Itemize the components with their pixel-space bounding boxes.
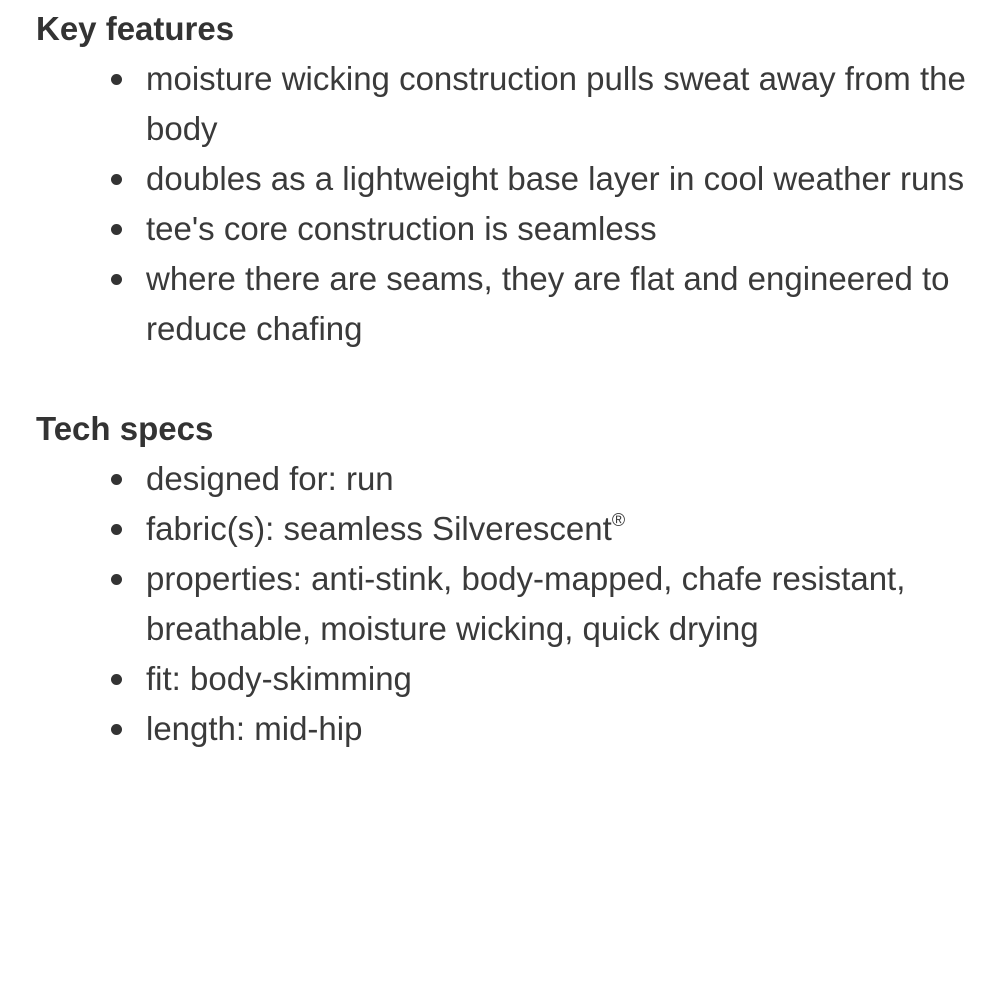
tech-spec-text: fabric(s): seamless Silverescent [146,510,612,547]
tech-spec-text: length: mid-hip [146,710,363,747]
bullet-icon [111,74,122,85]
section-spacer [36,354,976,404]
tech-spec-text: properties: anti-stink, body-mapped, chafe resistant, breathable, moisture wicking, quick drying [146,560,906,647]
key-features-list [36,54,976,354]
bullet-icon [111,274,122,285]
product-details [36,4,976,754]
tech-spec-item [36,654,976,704]
key-feature-text: moisture wicking construction pulls sweat away from the body [146,60,966,147]
bullet-icon [111,724,122,735]
key-feature-item [36,54,976,154]
tech-spec-text: designed for: run [146,460,394,497]
key-feature-text: doubles as a lightweight base layer in cool weather runs [146,160,965,197]
tech-spec-item [36,704,976,754]
key-feature-text: where there are seams, they are flat and engineered to reduce chafing [146,260,950,347]
key-feature-item [36,154,976,204]
tech-spec-item [36,454,976,504]
bullet-icon [111,674,122,685]
key-feature-item [36,204,976,254]
tech-spec-text: fit: body-skimming [146,660,412,697]
tech-specs-heading: Tech specs [36,410,214,447]
tech-spec-item [36,554,976,654]
registered-trademark-mark: ® [611,510,626,530]
key-feature-text: tee's core construction is seamless [146,210,657,247]
bullet-icon [111,474,122,485]
key-feature-item [36,254,976,354]
tech-specs-list [36,454,976,754]
bullet-icon [111,524,122,535]
tech-spec-item [36,504,976,554]
bullet-icon [111,574,122,585]
bullet-icon [111,174,122,185]
bullet-icon [111,224,122,235]
key-features-heading: Key features [36,10,235,47]
